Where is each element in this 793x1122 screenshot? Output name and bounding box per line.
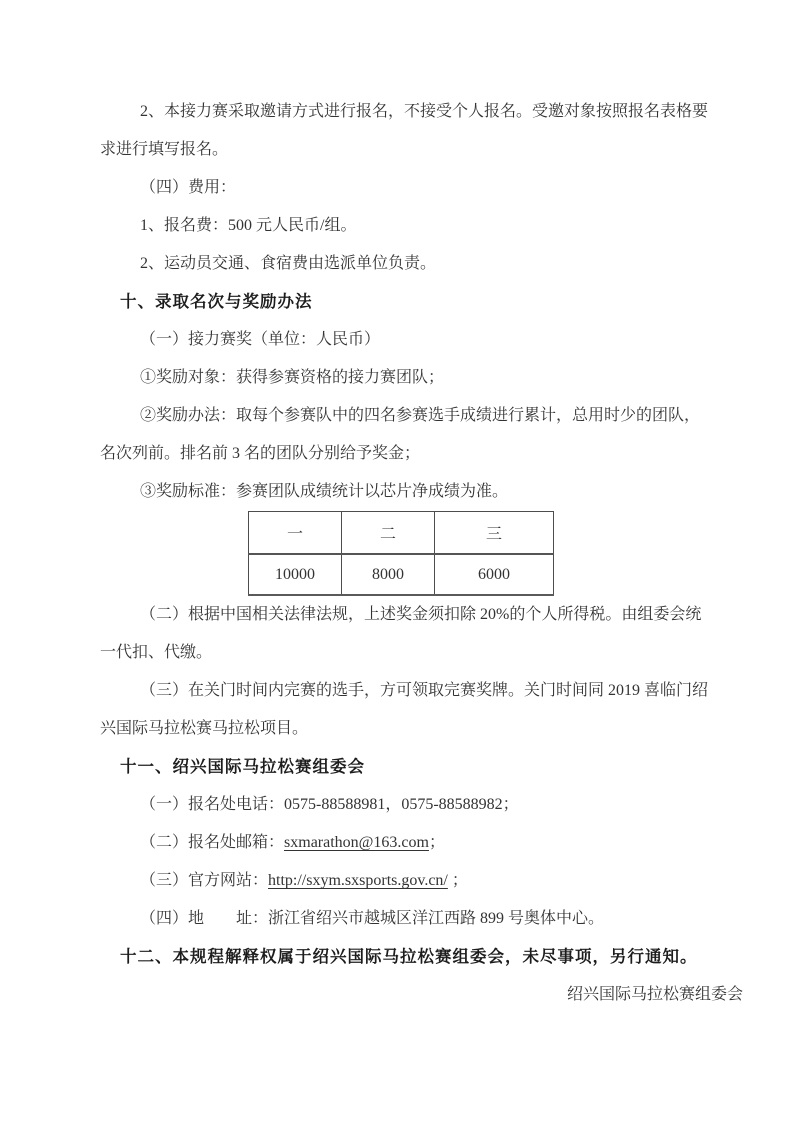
prize-table-header-row: [249, 512, 554, 555]
prize-rank-second: 二: [342, 512, 435, 555]
para-medal-note: （三）在关门时间内完赛的选手，方可领取完赛奖牌。关门时间同 2019 喜临门绍兴国际马拉松赛马拉松项目。: [100, 682, 709, 737]
email-link[interactable]: sxmarathon@163.com: [284, 834, 429, 851]
para-contact-website: [100, 862, 713, 900]
para-contact-address: （四）地 址：浙江省绍兴市越城区洋江西路 899 号奥体中心。: [140, 910, 605, 927]
prize-table: [248, 511, 554, 596]
prize-amount-second: 8000: [342, 554, 435, 595]
para-tax-note: （二）根据中国相关法律法规，上述奖金须扣除 20%的个人所得税。由组委会统一代扣、代缴。: [100, 606, 702, 661]
para-relay-registration: 2、本接力赛采取邀请方式进行报名，不接受个人报名。受邀对象按照报名表格要求进行填写报名。: [100, 103, 709, 158]
para-fee-item-2: 2、运动员交通、食宿费由选派单位负责。: [140, 255, 437, 272]
website-label: （三）官方网站：: [140, 872, 269, 889]
heading-section-10: 十、录取名次与奖励办法: [120, 293, 313, 311]
heading-section-12: 十二、本规程解释权属于绍兴国际马拉松赛组委会，未尽事项，另行通知。: [120, 948, 698, 966]
prize-table-value-row: [249, 554, 554, 595]
para-award-title: （一）接力赛奖（单位：人民币）: [140, 331, 381, 348]
para-award-target: ①奖励对象：获得参赛资格的接力赛团队；: [140, 369, 445, 386]
email-suffix: ；: [428, 834, 445, 851]
email-label: （二）报名处邮箱：: [140, 834, 285, 851]
prize-amount-third: 6000: [435, 554, 554, 595]
prize-rank-third: 三: [435, 512, 554, 555]
para-contact-email: [100, 824, 713, 862]
para-award-method: ②奖励办法：取每个参赛队中的四名参赛选手成绩进行累计，总用时少的团队，名次列前。排名前 3 名的团队分别给予奖金；: [100, 407, 701, 462]
para-fee-item-1: 1、报名费：500 元人民币/组。: [140, 217, 357, 234]
para-award-standard: ③奖励标准：参赛团队成绩统计以芯片净成绩为准。: [140, 483, 509, 500]
website-link[interactable]: http://sxym.sxsports.gov.cn/: [268, 872, 448, 889]
heading-section-11: 十一、绍兴国际马拉松赛组委会: [120, 758, 365, 776]
para-contact-phone: （一）报名处电话：0575-88588981，0575-88588982；: [140, 796, 519, 813]
prize-rank-first: 一: [249, 512, 342, 555]
website-suffix: ；: [447, 872, 468, 889]
para-fee-heading: （四）费用：: [140, 179, 237, 196]
signature-line: 绍兴国际马拉松赛组委会: [566, 986, 743, 1003]
prize-amount-first: 10000: [249, 554, 342, 595]
